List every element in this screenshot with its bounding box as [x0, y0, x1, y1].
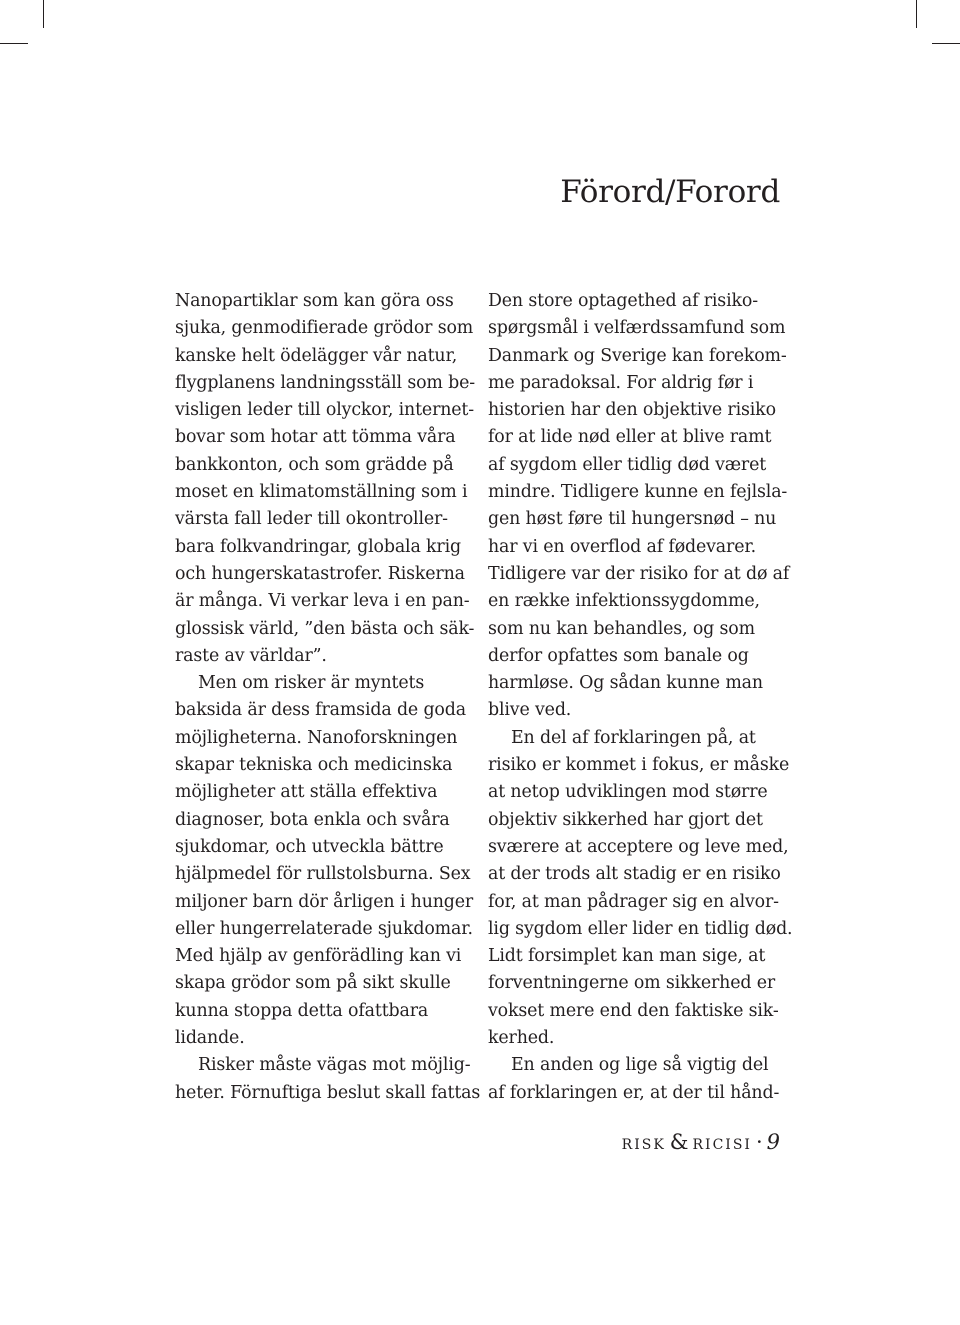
text-line: miljoner barn dör årligen i hunger	[175, 891, 474, 912]
text-line: möjligheterna. Nanoforskningen	[175, 727, 458, 748]
text-line: bankkonton, och som grädde på	[175, 454, 454, 475]
text-line: heter. Förnuftiga beslut skall fattas	[175, 1082, 481, 1103]
text-line: Nanopartiklar som kan göra oss	[175, 291, 454, 311]
text-line: möjligheter att ställa effektiva	[175, 782, 438, 803]
text-line: af sygdom eller tidlig død været	[488, 454, 767, 475]
footer-separator: ·	[755, 1130, 763, 1154]
crop-mark-top-left	[43, 0, 44, 28]
text-line: me paradoksal. For aldrig før i	[488, 372, 754, 393]
text-line: kerhed.	[488, 1028, 555, 1049]
text-line: gen høst føre til hungersnød – nu	[488, 509, 777, 530]
text-line: for at lide nød eller at blive ramt	[488, 427, 772, 448]
text-line: Risker måste vägas mot möjlig-	[198, 1055, 471, 1076]
danish-column	[488, 288, 793, 1107]
text-line: värsta fall leder till okontroller-	[175, 509, 448, 530]
text-line: objektiv sikkerhed har gjort det	[488, 809, 763, 830]
running-footer	[622, 1128, 780, 1156]
text-line: sværere at acceptere og leve med,	[488, 836, 789, 857]
text-line: hjälpmedel för rullstolsburna. Sex	[175, 864, 471, 885]
text-line: blive ved.	[488, 700, 572, 721]
text-line: skapa grödor som på sikt skulle	[175, 973, 451, 994]
text-line: harmløse. Og sådan kunne man	[488, 673, 763, 694]
text-line: sjuka, genmodifierade grödor som	[175, 318, 474, 339]
text-line: lig sygdom eller lider en tidlig død.	[488, 918, 793, 939]
text-line: at der trods alt stadig er en risiko	[488, 864, 781, 885]
text-line: spørgsmål i velfærdssamfund som	[488, 318, 786, 339]
text-line: Med hjälp av genförädling kan vi	[175, 946, 462, 967]
text-line: diagnoser, bota enkla och svåra	[175, 809, 450, 830]
footer-ampersand: &	[669, 1130, 689, 1154]
text-line: Danmark og Sverige kan forekom-	[488, 345, 787, 366]
crop-mark-top-right	[916, 0, 917, 28]
text-line: mindre. Tidligere kunne en fejlsla-	[488, 482, 788, 503]
text-line: raste av världar”.	[175, 645, 327, 666]
text-line: Den store optagethed af risiko-	[488, 291, 758, 311]
text-line: eller hungerrelaterade sjukdomar.	[175, 918, 473, 939]
page-number: 9	[766, 1130, 780, 1154]
text-line: en række infektionssygdomme,	[488, 591, 760, 612]
text-line: risiko er kommet i fokus, er måske	[488, 755, 790, 776]
text-line: lidande.	[175, 1028, 245, 1049]
text-line: sjukdomar, och utveckla bättre	[175, 836, 444, 857]
text-line: Men om risker är myntets	[198, 673, 425, 694]
text-line: och hungerskatastrofer. Riskerna	[175, 563, 465, 584]
text-line: bovar som hotar att tömma våra	[175, 427, 456, 448]
text-line: moset en klimatomställning som i	[175, 482, 468, 503]
text-line: Tidligere var der risiko for at dø af	[488, 563, 790, 584]
crop-mark-top-right	[932, 43, 960, 44]
text-line: kunna stoppa detta ofattbara	[175, 1000, 429, 1021]
text-line: forventningerne om sikkerhed er	[488, 973, 776, 994]
text-line: En anden og lige så vigtig del	[511, 1055, 769, 1076]
text-line: for, at man pådrager sig en alvor-	[488, 891, 779, 912]
text-line: historien har den objektive risiko	[488, 400, 776, 421]
footer-book-title-part2: ricisi	[692, 1130, 752, 1154]
text-line: vokset mere end den faktiske sik-	[488, 1000, 779, 1021]
text-line: som nu kan behandles, og som	[488, 618, 755, 639]
text-line: har vi en overflod af fødevarer.	[488, 536, 756, 557]
text-line: derfor opfattes som banale og	[488, 645, 749, 666]
text-line: bara folkvandringar, globala krig	[175, 536, 461, 557]
page-title: Förord/Forord	[560, 174, 780, 210]
text-line: visligen leder till olyckor, internet-	[175, 400, 474, 421]
swedish-column	[175, 288, 481, 1107]
text-line: baksida är dess framsida de goda	[175, 700, 466, 721]
footer-book-title-part1: risk	[621, 1130, 666, 1154]
text-line: skapar tekniska och medicinska	[175, 755, 453, 776]
text-line: af forklaringen er, at der til hånd-	[488, 1082, 780, 1103]
text-line: Lidt forsimplet kan man sige, at	[488, 946, 766, 967]
text-line: En del af forklaringen på, at	[511, 727, 756, 748]
text-line: kanske helt ödelägger vår natur,	[175, 345, 458, 366]
text-line: glossisk värld, ”den bästa och säk-	[175, 618, 475, 639]
text-line: at netop udviklingen mod større	[488, 782, 768, 803]
text-line: flygplanens landningsställ som be-	[175, 372, 475, 393]
crop-mark-top-left	[0, 43, 28, 44]
text-line: är många. Vi verkar leva i en pan-	[175, 591, 470, 612]
